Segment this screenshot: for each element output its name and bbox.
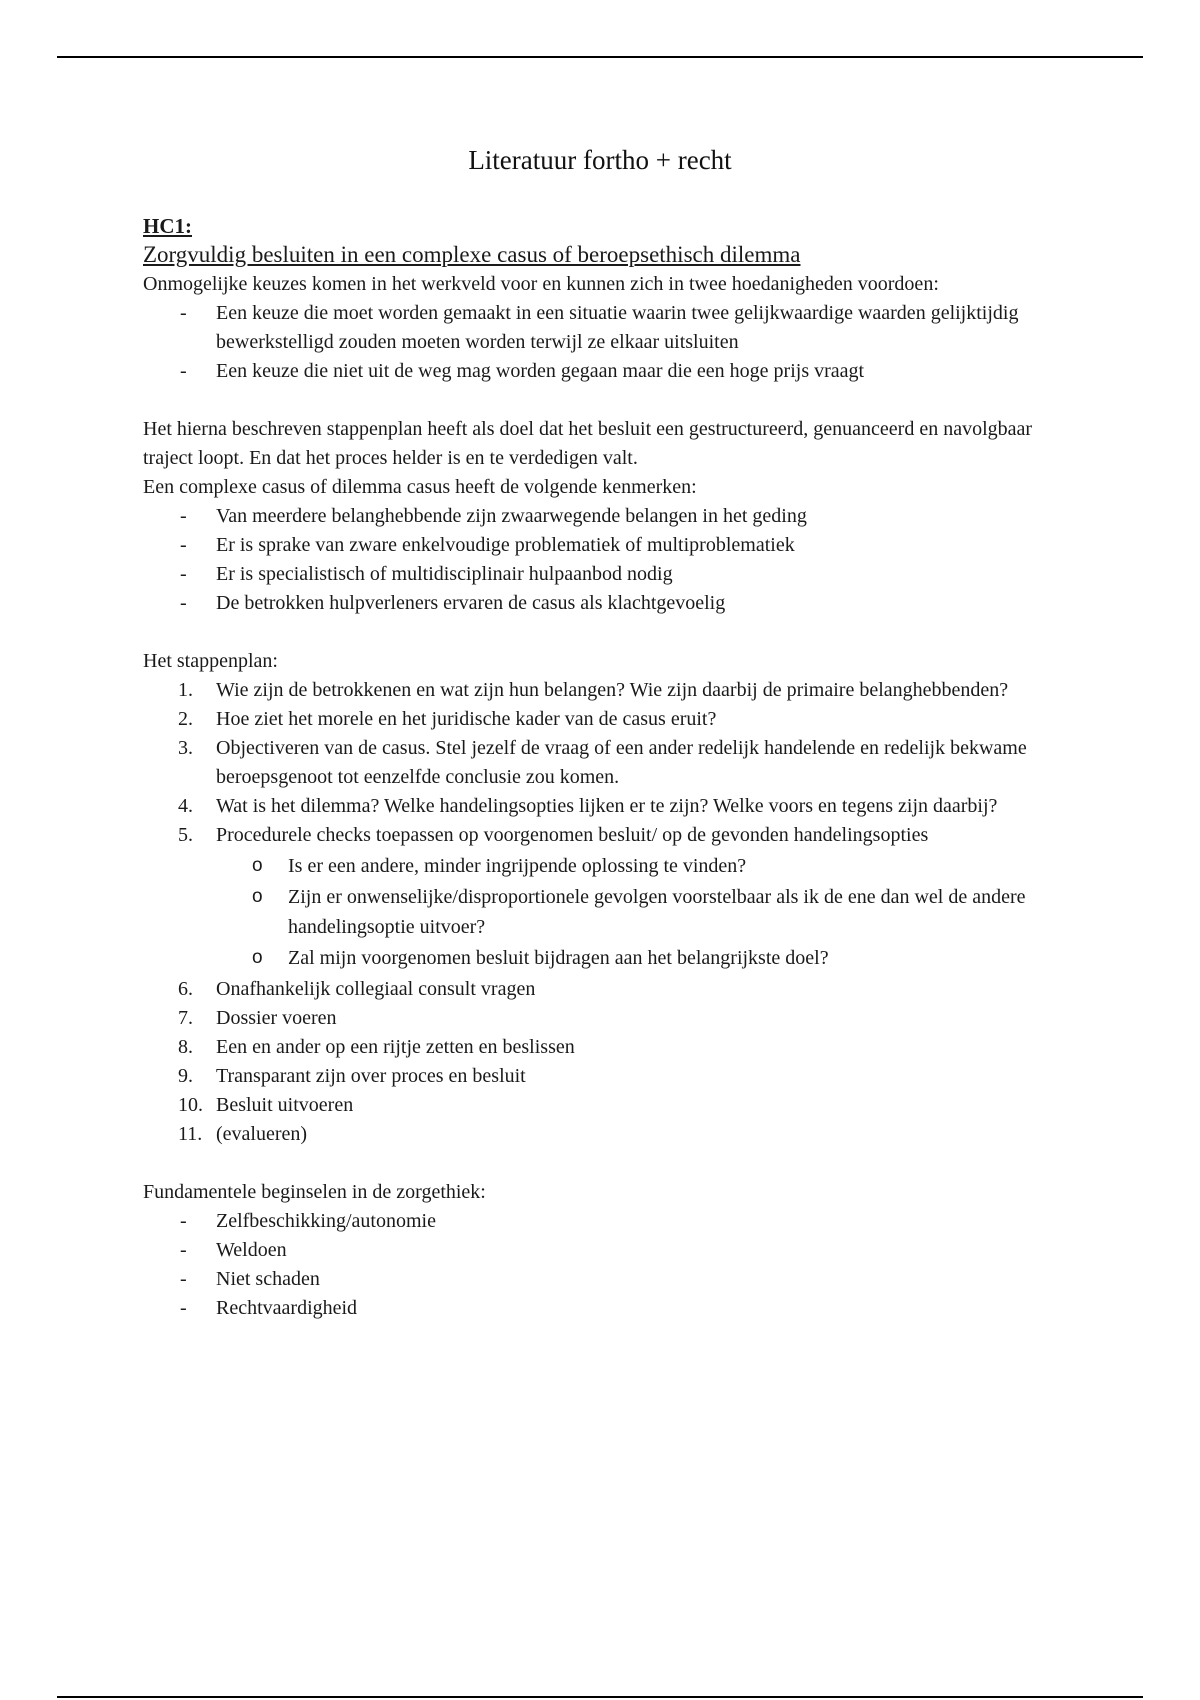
document-body <box>143 212 1063 1323</box>
list-item <box>143 589 1063 618</box>
steps-list-continued <box>143 975 1063 1149</box>
principle-text: Zelfbeschikking/autonomie <box>216 1210 436 1232</box>
circle-bullet: o <box>252 947 263 968</box>
step-number: 2. <box>178 708 193 730</box>
step-number: 4. <box>178 795 193 817</box>
list-item <box>143 676 1063 705</box>
characteristics-intro: Een complexe casus of dilemma casus heeft de volgende kenmerken: <box>143 476 697 498</box>
list-item <box>143 1033 1063 1062</box>
list-item <box>143 299 1063 357</box>
list-item <box>143 1294 1063 1323</box>
principles-label: Fundamentele beginselen in de zorgethiek: <box>143 1181 486 1203</box>
step-number: 5. <box>178 824 193 846</box>
plan-label: Het stappenplan: <box>143 650 278 672</box>
dash-bullet: - <box>180 563 187 585</box>
step-text: Objectiveren van de casus. Stel jezelf de vraag of een ander redelijk handelende en redelijk bekwame beroepsgenoot tot eenzelfde conclusie zou komen. <box>216 737 1027 788</box>
list-item <box>143 851 1063 881</box>
list-item <box>143 792 1063 821</box>
step-text: Besluit uitvoeren <box>216 1094 354 1116</box>
list-item <box>143 560 1063 589</box>
spacer <box>143 1149 1063 1178</box>
dash-bullet: - <box>180 302 187 324</box>
characteristic-text: Van meerdere belanghebbende zijn zwaarwegende belangen in het geding <box>216 505 807 527</box>
dash-bullet: - <box>180 1268 187 1290</box>
characteristic-text: De betrokken hulpverleners ervaren de casus als klachtgevoelig <box>216 592 726 614</box>
step-number: 6. <box>178 978 193 1000</box>
list-item <box>143 1120 1063 1149</box>
list-item <box>143 1062 1063 1091</box>
choice-text: Een keuze die moet worden gemaakt in een situatie waarin twee gelijkwaardige waarden gelijktijdig bewerkstelligd zouden moeten worden terwijl ze elkaar uitsluiten <box>216 302 1019 353</box>
top-rule <box>57 56 1143 58</box>
step-text: Dossier voeren <box>216 1007 337 1029</box>
dash-bullet: - <box>180 505 187 527</box>
check-text: Zal mijn voorgenomen besluit bijdragen aan het belangrijkste doel? <box>288 947 829 969</box>
section-label: HC1: <box>143 214 192 238</box>
dash-bullet: - <box>180 534 187 556</box>
principle-text: Weldoen <box>216 1239 287 1261</box>
step-text: Wat is het dilemma? Welke handelingsopties lijken er te zijn? Welke voors en tegens zijn daarbij? <box>216 795 998 817</box>
step-number: 1. <box>178 679 193 701</box>
principle-text: Niet schaden <box>216 1268 320 1290</box>
list-item <box>143 502 1063 531</box>
dash-bullet: - <box>180 1210 187 1232</box>
procedural-checks-list <box>143 851 1063 973</box>
choices-list <box>143 299 1063 386</box>
step-number: 10. <box>178 1094 203 1116</box>
characteristic-text: Er is specialistisch of multidisciplinair hulpaanbod nodig <box>216 563 673 585</box>
principles-list <box>143 1207 1063 1323</box>
circle-bullet: o <box>252 886 263 907</box>
step-number: 3. <box>178 737 193 759</box>
circle-bullet: o <box>252 855 263 876</box>
check-text: Is er een andere, minder ingrijpende oplossing te vinden? <box>288 855 747 877</box>
list-item <box>143 975 1063 1004</box>
step-text: Procedurele checks toepassen op voorgenomen besluit/ op de gevonden handelingsopties <box>216 824 929 846</box>
step-text: Hoe ziet het morele en het juridische kader van de casus eruit? <box>216 708 717 730</box>
list-item <box>143 1091 1063 1120</box>
step-number: 11. <box>178 1123 203 1145</box>
steps-list <box>143 676 1063 850</box>
list-item <box>143 821 1063 850</box>
dash-bullet: - <box>180 360 187 382</box>
list-item <box>143 531 1063 560</box>
list-item <box>143 1004 1063 1033</box>
section-subtitle: Zorgvuldig besluiten in een complexe casus of beroepsethisch dilemma <box>143 242 801 267</box>
step-text: Transparant zijn over proces en besluit <box>216 1065 526 1087</box>
list-item <box>143 1265 1063 1294</box>
list-item <box>143 705 1063 734</box>
characteristics-list <box>143 502 1063 618</box>
step-text: Een en ander op een rijtje zetten en beslissen <box>216 1036 575 1058</box>
bottom-rule <box>57 1696 1143 1698</box>
list-item <box>143 1207 1063 1236</box>
characteristic-text: Er is sprake van zware enkelvoudige problematiek of multiproblematiek <box>216 534 795 556</box>
choice-text: Een keuze die niet uit de weg mag worden gegaan maar die een hoge prijs vraagt <box>216 360 865 382</box>
step-text: (evalueren) <box>216 1123 308 1145</box>
dash-bullet: - <box>180 592 187 614</box>
principle-text: Rechtvaardigheid <box>216 1297 358 1319</box>
dash-bullet: - <box>180 1239 187 1261</box>
list-item <box>143 882 1063 942</box>
list-item <box>143 734 1063 792</box>
spacer <box>143 386 1063 415</box>
step-number: 7. <box>178 1007 193 1029</box>
step-number: 8. <box>178 1036 193 1058</box>
intro-paragraph: Onmogelijke keuzes komen in het werkveld voor en kunnen zich in twee hoedanigheden voordoen: <box>143 273 939 295</box>
step-text: Wie zijn de betrokkenen en wat zijn hun belangen? Wie zijn daarbij de primaire belanghebbenden? <box>216 679 1009 701</box>
list-item <box>143 1236 1063 1265</box>
dash-bullet: - <box>180 1297 187 1319</box>
plan-purpose-paragraph: Het hierna beschreven stappenplan heeft als doel dat het besluit een gestructureerd, genuanceerd en navolgbaar traject loopt. En dat het proces helder is en te verdedigen valt. <box>143 418 1033 469</box>
check-text: Zijn er onwenselijke/disproportionele gevolgen voorstelbaar als ik de ene dan wel de andere handelingsoptie uitvoer? <box>288 886 1026 938</box>
list-item <box>143 943 1063 973</box>
document-title: Literatuur fortho + recht <box>468 145 732 175</box>
step-text: Onafhankelijk collegiaal consult vragen <box>216 978 536 1000</box>
spacer <box>143 618 1063 647</box>
step-number: 9. <box>178 1065 193 1087</box>
list-item <box>143 357 1063 386</box>
